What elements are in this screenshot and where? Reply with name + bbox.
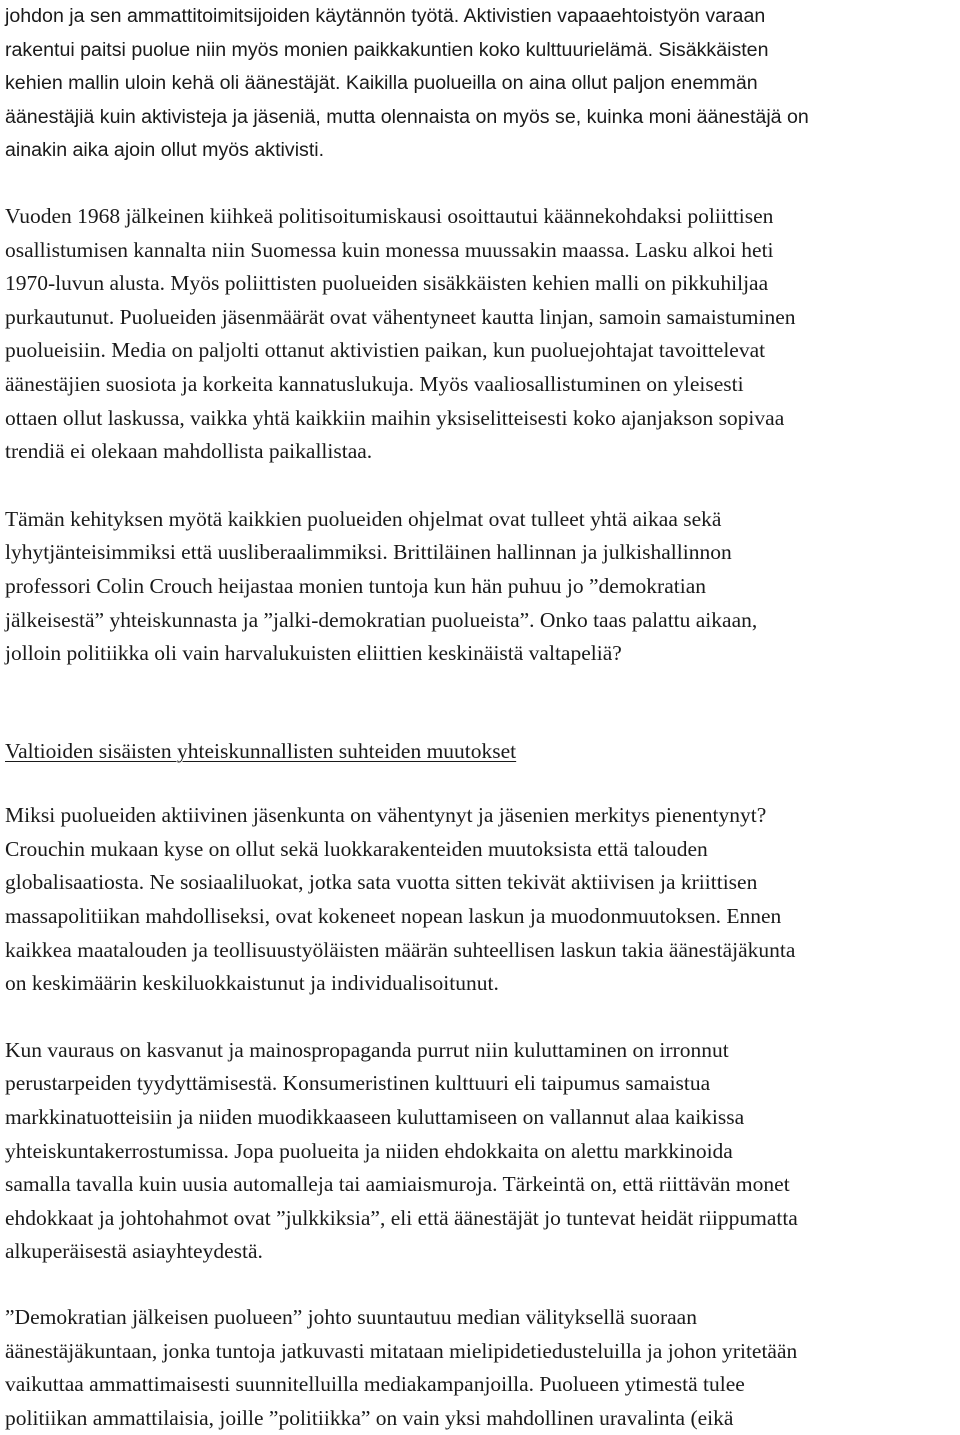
text-line: Vuoden 1968 jälkeinen kiihkeä politisoitumiskausi osoittautui käännekohdaksi poliittisen bbox=[5, 203, 774, 228]
text-line: lyhytjänteisimmiksi että uusliberaalimmiksi. Brittiläinen hallinnan ja julkishallinnon bbox=[5, 540, 732, 565]
text-line: markkinatuotteisiin ja niiden muodikkaaseen kuluttamiseen on vallannut alaa kaikissa bbox=[5, 1105, 745, 1130]
text-line: purkautunut. Puolueiden jäsenmäärät ovat vähentyneet kautta linjan, samoin samaistuminen bbox=[5, 304, 796, 329]
heading-text: Valtioiden sisäisten yhteiskunnallisten suhteiden muutokset bbox=[5, 738, 517, 763]
text-line: alkuperäisestä asiayhteydestä. bbox=[5, 1239, 263, 1264]
paragraph-crouch bbox=[5, 503, 955, 671]
text-line: puolueisiin. Media on paljolti ottanut aktivistien paikan, kun puoluejohtajat tavoittelevat bbox=[5, 338, 766, 363]
text-line: ainakin aika ajoin ollut myös aktivisti. bbox=[5, 139, 325, 162]
text-line: Tämän kehityksen myötä kaikkien puolueiden ohjelmat ovat tulleet yhtä aikaa sekä bbox=[5, 506, 722, 531]
paragraph-spacer bbox=[5, 168, 955, 200]
text-line: perustarpeiden tyydyttämisestä. Konsumeristinen kulttuuri eli taipumus samaistua bbox=[5, 1071, 711, 1096]
paragraph-post-democracy bbox=[5, 1301, 955, 1435]
paragraph-intro bbox=[5, 0, 955, 168]
document-page bbox=[5, 0, 955, 1435]
text-line: Miksi puolueiden aktiivinen jäsenkunta on vähentynyt ja jäsenien merkitys pienentynyt? bbox=[5, 803, 767, 828]
text-line: professori Colin Crouch heijastaa monien tuntoja kun hän puhuu jo ”demokratian bbox=[5, 573, 706, 598]
text-line: johdon ja sen ammattitoimitsijoiden käytännön työtä. Aktivistien vapaaehtoistyön varaan bbox=[5, 5, 766, 27]
text-line: on keskimäärin keskiluokkaistunut ja individualisoitunut. bbox=[5, 971, 499, 996]
text-line: Kun vauraus on kasvanut ja mainospropaganda purrut niin kuluttaminen on irronnut bbox=[5, 1037, 729, 1062]
text-line: äänestäjien suosiota ja korkeita kannatuslukuja. Myös vaaliosallistuminen on yleisesti bbox=[5, 371, 744, 396]
paragraph-spacer bbox=[5, 1001, 955, 1034]
text-line: ehdokkaat ja johtohahmot ovat ”julkkiksia”, eli että äänestäjät jo tuntevat heidät riippumatta bbox=[5, 1205, 798, 1230]
text-line: kehien mallin uloin kehä oli äänestäjät. Kaikilla puolueilla on aina ollut paljon enemmän bbox=[5, 72, 758, 95]
text-line: osallistumisen kannalta niin Suomessa kuin monessa muussakin maassa. Lasku alkoi heti bbox=[5, 237, 774, 262]
text-line: Crouchin mukaan kyse on ollut sekä luokkarakenteiden muutoksista että talouden bbox=[5, 836, 708, 861]
paragraph-membership bbox=[5, 799, 955, 1001]
text-line: samalla tavalla kuin uusia automalleja tai aamiaismuroja. Tärkeintä on, että riittävän monet bbox=[5, 1172, 790, 1197]
paragraph-1968 bbox=[5, 200, 955, 469]
text-line: ”Demokratian jälkeisen puolueen” johto suuntautuu median välityksellä suoraan bbox=[5, 1305, 697, 1329]
paragraph-spacer bbox=[5, 469, 955, 503]
text-line: jälkeisestä” yhteiskunnasta ja ”jalki-demokratian puolueista”. Onko taas palattu aikaan, bbox=[5, 607, 758, 632]
section-spacer bbox=[5, 671, 955, 735]
text-line: äänestäjiä kuin aktivisteja ja jäseniä, mutta olennaista on myös se, kuinka moni äänestäjä on bbox=[5, 105, 809, 128]
text-line: 1970-luvun alusta. Myös poliittisten puolueiden sisäkkäisten kehien malli on pikkuhiljaa bbox=[5, 271, 769, 296]
text-line: rakentui paitsi puolue niin myös monien paikkakuntien koko kulttuurielämä. Sisäkkäisten bbox=[5, 38, 769, 61]
section-heading bbox=[5, 735, 955, 769]
text-line: jolloin politiikka oli vain harvalukuisten eliittien keskinäistä valtapeliä? bbox=[5, 641, 622, 666]
paragraph-spacer bbox=[5, 768, 955, 799]
paragraph-consumerism bbox=[5, 1034, 955, 1269]
text-line: äänestäjäkuntaan, jonka tuntoja jatkuvasti mitataan mielipidetiedusteluilla ja johon yritetään bbox=[5, 1338, 798, 1363]
text-line: ottaen ollut laskussa, vaikka yhtä kaikkiin maihin yksiselitteisesti koko ajanjakson sopivaa bbox=[5, 405, 785, 430]
text-line: massapolitiikan mahdolliseksi, ovat kokeneet nopean laskun ja muodonmuutoksen. Ennen bbox=[5, 904, 782, 929]
text-line: trendiä ei olekaan mahdollista paikallistaa. bbox=[5, 439, 373, 464]
text-line: vaikuttaa ammattimaisesti suunnitelluilla mediakampanjoilla. Puolueen ytimestä tulee bbox=[5, 1372, 745, 1397]
paragraph-spacer bbox=[5, 1269, 955, 1301]
text-line: yhteiskuntakerrostumissa. Jopa puolueita ja niiden ehdokkaita on alettu markkinoida bbox=[5, 1138, 733, 1163]
text-line: globalisaatiosta. Ne sosiaaliluokat, jotka sata vuotta sitten tekivät aktiivisen ja kriittisen bbox=[5, 870, 758, 895]
text-line: politiikan ammattilaisia, joille ”politiikka” on vain yksi mahdollinen uravalinta (eikä bbox=[5, 1405, 734, 1430]
text-line: kaikkea maatalouden ja teollisuustyöläisten määrän suhteellisen laskun takia äänestäjäkunta bbox=[5, 937, 796, 962]
